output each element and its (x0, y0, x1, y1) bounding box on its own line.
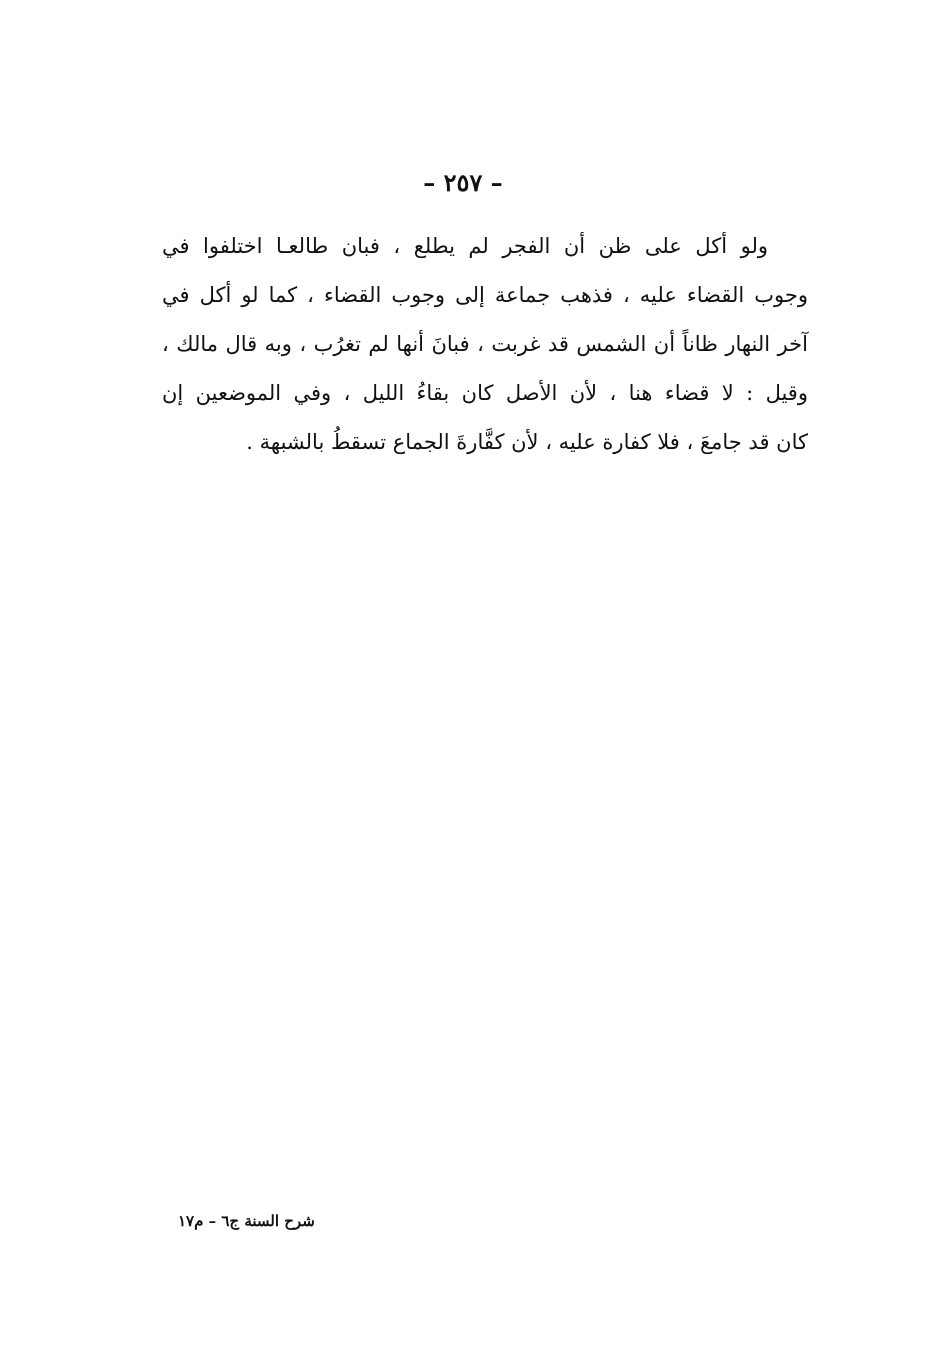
text-line-1: ولو أكل على ظن أن الفجر لم يطلع ، فبان طالعـا اختلفوا في (162, 234, 768, 258)
body-text (162, 222, 808, 467)
footer-signature: شرح السنة ج٦ – م١٧ (178, 1212, 315, 1230)
page-number: – ٢٥٧ – (423, 168, 503, 197)
text-line-3: آخر النهار ظاناً أن الشمس قد غربت ، فبانَ أنها لم تغرُب ، وبه قال مالك ، (162, 332, 808, 356)
text-line-5: كان قد جامعَ ، فلا كفارة عليه ، لأن كفَّارةَ الجماع تسقطُ بالشبهة . (246, 430, 808, 454)
text-line-4: وقيل : لا قضاء هنا ، لأن الأصل كان بقاءُ الليل ، وفي الموضعين إن (162, 381, 808, 405)
text-line-2: وجوب القضاء عليه ، فذهب جماعة إلى وجوب القضاء ، كما لو أكل في (162, 283, 808, 307)
